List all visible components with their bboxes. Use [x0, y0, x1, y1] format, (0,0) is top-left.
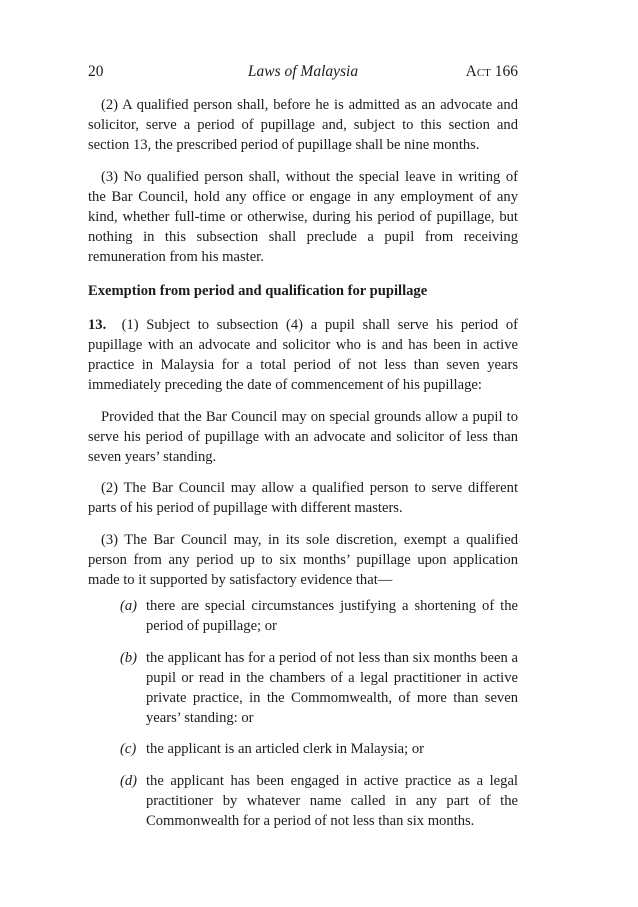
- list-item: [88, 739, 518, 759]
- page-header: [88, 63, 518, 85]
- list-item: [88, 771, 518, 832]
- page-number: 20: [88, 63, 104, 80]
- list-item-label: (a): [120, 598, 138, 615]
- proviso-paragraph: Provided that the Bar Council may on special grounds allow a pupil to serve his period of pupillage with an advocate and solicitor of less than seven years’ standing.: [88, 408, 518, 466]
- list-item-label: (b): [120, 649, 138, 666]
- section-13-subsection-1: [88, 315, 518, 396]
- section-13-subsection-2: (2) The Bar Council may allow a qualified person to serve different parts of his period of pupillage with different masters.: [88, 480, 518, 517]
- conditions-list: [88, 596, 518, 831]
- paragraph-subsection-2: (2) A qualified person shall, before he is admitted as an advocate and solicitor, serve a period of pupillage and, subject to this section and section 13, the prescribed period of pupillage shall be nine months.: [88, 97, 518, 154]
- list-item-label: (c): [120, 741, 137, 758]
- list-item-text: there are special circumstances justifying a shortening of the period of pupillage; or: [146, 598, 518, 635]
- list-item-label: (d): [120, 772, 138, 789]
- list-item: [88, 596, 518, 636]
- document-body: [88, 95, 518, 842]
- list-item: [88, 648, 518, 729]
- list-item-text: the applicant has for a period of not less than six months been a pupil or read in the chambers of a legal practitioner in active private practice, in the Commomwealth, of more than seven years’ standing: or: [146, 649, 518, 727]
- list-item-text: the applicant has been engaged in active practice as a legal practitioner by whatever name called in any part of the Commonwealth for a period of not less than six months.: [146, 772, 518, 830]
- header-title: Laws of Malaysia: [247, 63, 359, 80]
- section-heading: Exemption from period and qualification for pupillage: [88, 282, 428, 299]
- act-number: [466, 63, 518, 81]
- list-item-text: the applicant is an articled clerk in Malaysia; or: [146, 741, 424, 758]
- paragraph-subsection-3: (3) No qualified person shall, without the special leave in writing of the Bar Council, hold any office or engage in any employment of any kind, whether full-time or otherwise, during his period of pupillage, but nothing in this subsection shall preclude a pupil from receiving remuneration from his master.: [88, 168, 518, 266]
- section-number: 13.: [88, 316, 107, 333]
- section-13-subsection-3: (3) The Bar Council may, in its sole discretion, exempt a qualified person from any period up to six months’ pupillage upon application made to it supported by satisfactory evidence that—: [88, 531, 518, 589]
- act-number-text: Act 166: [465, 63, 518, 80]
- section-13-text: (1) Subject to subsection (4) a pupil shall serve his period of pupillage with an advocate and solicitor who is and has been in active practice in Malaysia for a total period of not less than seven years immediately preceding the date of commencement of his pupillage:: [88, 316, 519, 394]
